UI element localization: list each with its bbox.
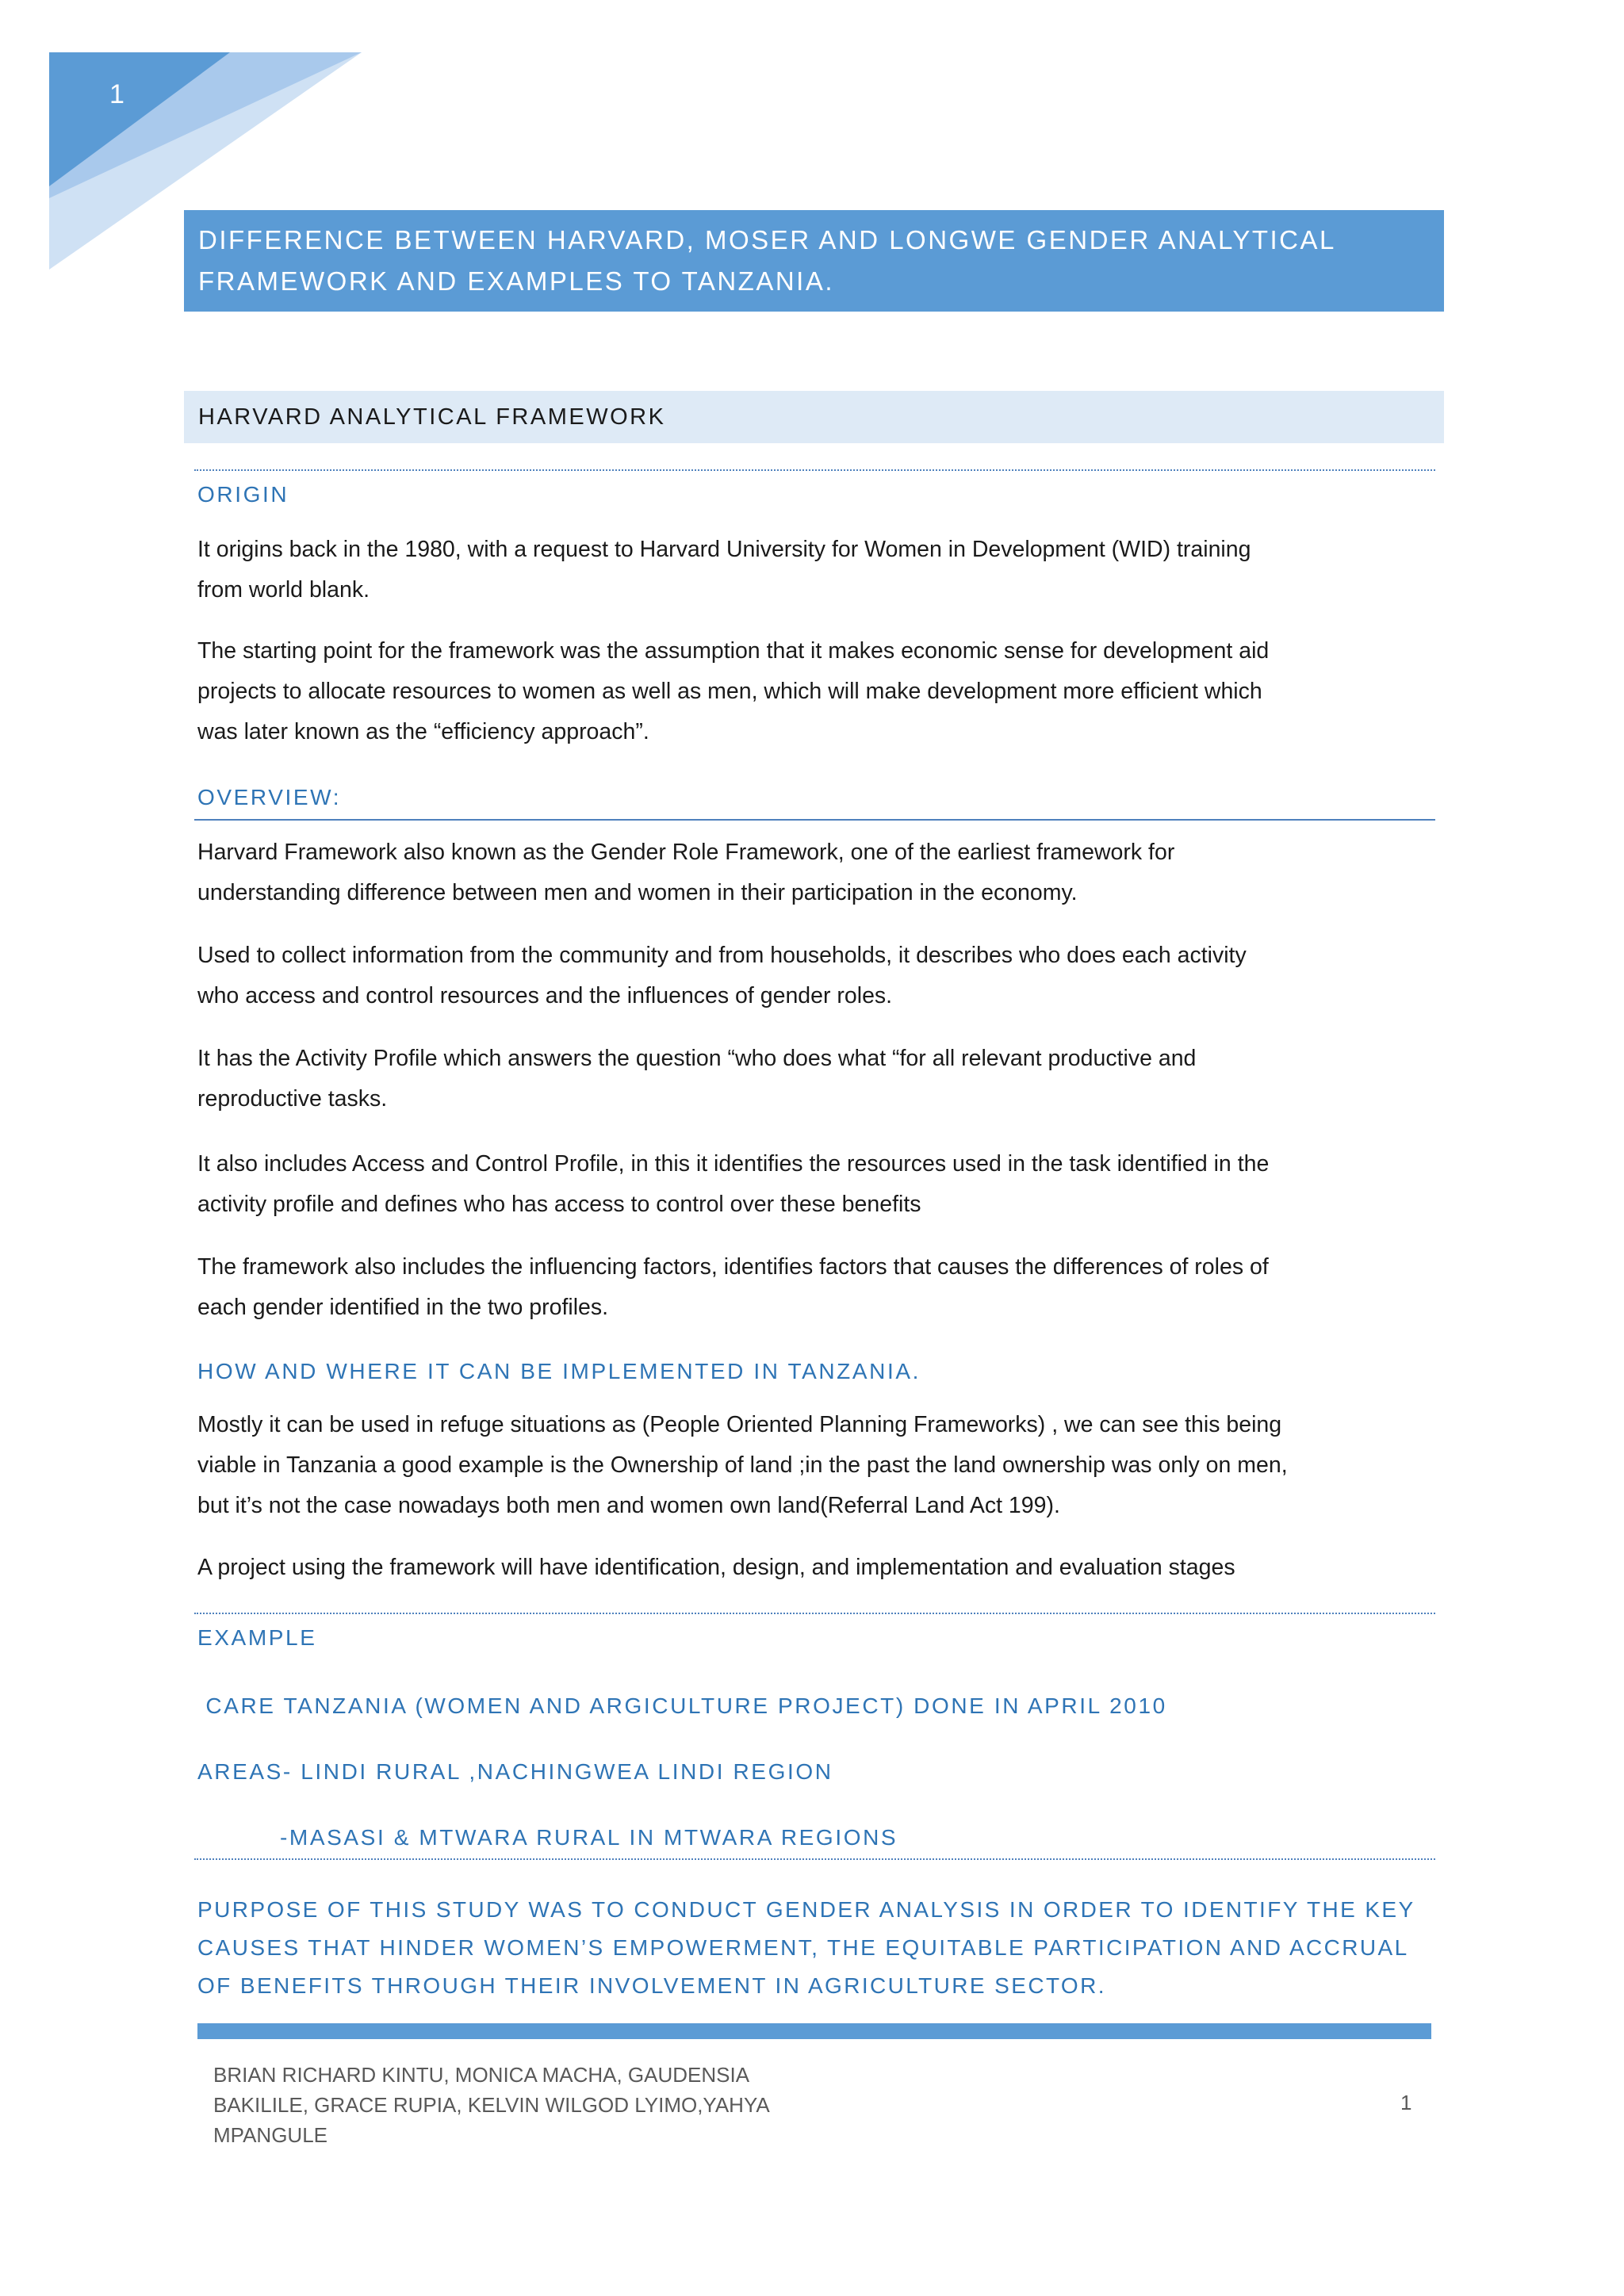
text-line: PURPOSE OF THIS STUDY WAS TO CONDUCT GENDER ANALYSIS IN ORDER TO IDENTIFY THE KEY <box>197 1897 1415 1922</box>
implementation-paragraph-2 <box>197 1548 1442 1588</box>
section-title: HARVARD ANALYTICAL FRAMEWORK <box>184 391 1444 443</box>
text-line: who access and control resources and the influences of gender roles. <box>197 983 893 1008</box>
title-line: FRAMEWORK AND EXAMPLES TO TANZANIA. <box>198 266 835 296</box>
text-line: The framework also includes the influencing factors, identifies factors that causes the differences of roles of <box>197 1254 1269 1280</box>
text-line: MPANGULE <box>213 2123 327 2147</box>
footer-divider <box>197 2023 1431 2039</box>
text-line: projects to allocate resources to women as well as men, which will make development more efficient which <box>197 679 1262 704</box>
text-line: each gender identified in the two profiles. <box>197 1295 609 1320</box>
implementation-paragraph-1 <box>197 1405 1442 1526</box>
text-line: but it’s not the case nowadays both men and women own land(Referral Land Act 199). <box>197 1493 1060 1518</box>
header-page-number: 1 <box>109 79 124 109</box>
origin-heading: ORIGIN <box>197 482 289 507</box>
example-heading: EXAMPLE <box>197 1625 317 1650</box>
origin-paragraph-1 <box>197 530 1442 610</box>
text-line: activity profile and defines who has access to control over these benefits <box>197 1192 921 1217</box>
origin-paragraph-2 <box>197 631 1442 752</box>
example-areas-2: -MASASI & MTWARA RURAL IN MTWARA REGIONS <box>280 1825 898 1850</box>
overview-paragraph-3 <box>197 1039 1442 1119</box>
text-line: OF BENEFITS THROUGH THEIR INVOLVEMENT IN AGRICULTURE SECTOR. <box>197 1973 1106 1998</box>
text-line: It has the Activity Profile which answers the question “who does what “for all relevant productive and <box>197 1046 1197 1071</box>
title-line: DIFFERENCE BETWEEN HARVARD, MOSER AND LONGWE GENDER ANALYTICAL <box>198 225 1336 254</box>
text-line: reproductive tasks. <box>197 1086 388 1112</box>
text-line: from world blank. <box>197 577 370 603</box>
text-line: understanding difference between men and women in their participation in the economy. <box>197 880 1078 905</box>
overview-paragraph-4 <box>197 1144 1442 1225</box>
text-line: viable in Tanzania a good example is the Ownership of land ;in the past the land ownership was only on men, <box>197 1452 1288 1478</box>
document-title <box>184 210 1444 312</box>
text-line: BRIAN RICHARD KINTU, MONICA MACHA, GAUDENSIA <box>213 2063 750 2087</box>
text-line: A project using the framework will have identification, design, and implementation and evaluation stages <box>197 1555 1235 1580</box>
text-line: CAUSES THAT HINDER WOMEN’S EMPOWERMENT, THE EQUITABLE PARTICIPATION AND ACCRUAL <box>197 1935 1409 1960</box>
overview-paragraph-1 <box>197 832 1442 913</box>
text-line: Used to collect information from the community and from households, it describes who does each activity <box>197 943 1247 968</box>
overview-paragraph-5 <box>197 1247 1442 1328</box>
text-line: Mostly it can be used in refuge situations as (People Oriented Planning Frameworks) , we can see this being <box>197 1412 1282 1437</box>
example-project: CARE TANZANIA (WOMEN AND ARGICULTURE PROJECT) DONE IN APRIL 2010 <box>197 1693 1167 1718</box>
text-line: Harvard Framework also known as the Gender Role Framework, one of the earliest framework for <box>197 840 1175 865</box>
dotted-divider <box>194 469 1435 471</box>
text-line: was later known as the “efficiency approach”. <box>197 719 649 744</box>
text-line: BAKILILE, GRACE RUPIA, KELVIN WILGOD LYIMO,YAHYA <box>213 2093 770 2117</box>
example-areas-1: AREAS- LINDI RURAL ,NACHINGWEA LINDI REGION <box>197 1759 833 1784</box>
footer-authors <box>213 2060 770 2150</box>
text-line: It origins back in the 1980, with a request to Harvard University for Women in Development (WID) training <box>197 537 1251 562</box>
dotted-divider <box>194 1613 1435 1614</box>
overview-paragraph-2 <box>197 936 1442 1016</box>
footer-page-number: 1 <box>1400 2091 1412 2114</box>
dotted-divider <box>194 1858 1435 1860</box>
implementation-heading: HOW AND WHERE IT CAN BE IMPLEMENTED IN TANZANIA. <box>197 1359 921 1383</box>
example-purpose <box>197 1891 1450 2005</box>
text-line: It also includes Access and Control Profile, in this it identifies the resources used in the task identified in the <box>197 1151 1270 1177</box>
text-line: The starting point for the framework was the assumption that it makes economic sense for development aid <box>197 638 1270 664</box>
solid-divider <box>194 819 1435 821</box>
overview-heading: OVERVIEW: <box>197 785 342 809</box>
